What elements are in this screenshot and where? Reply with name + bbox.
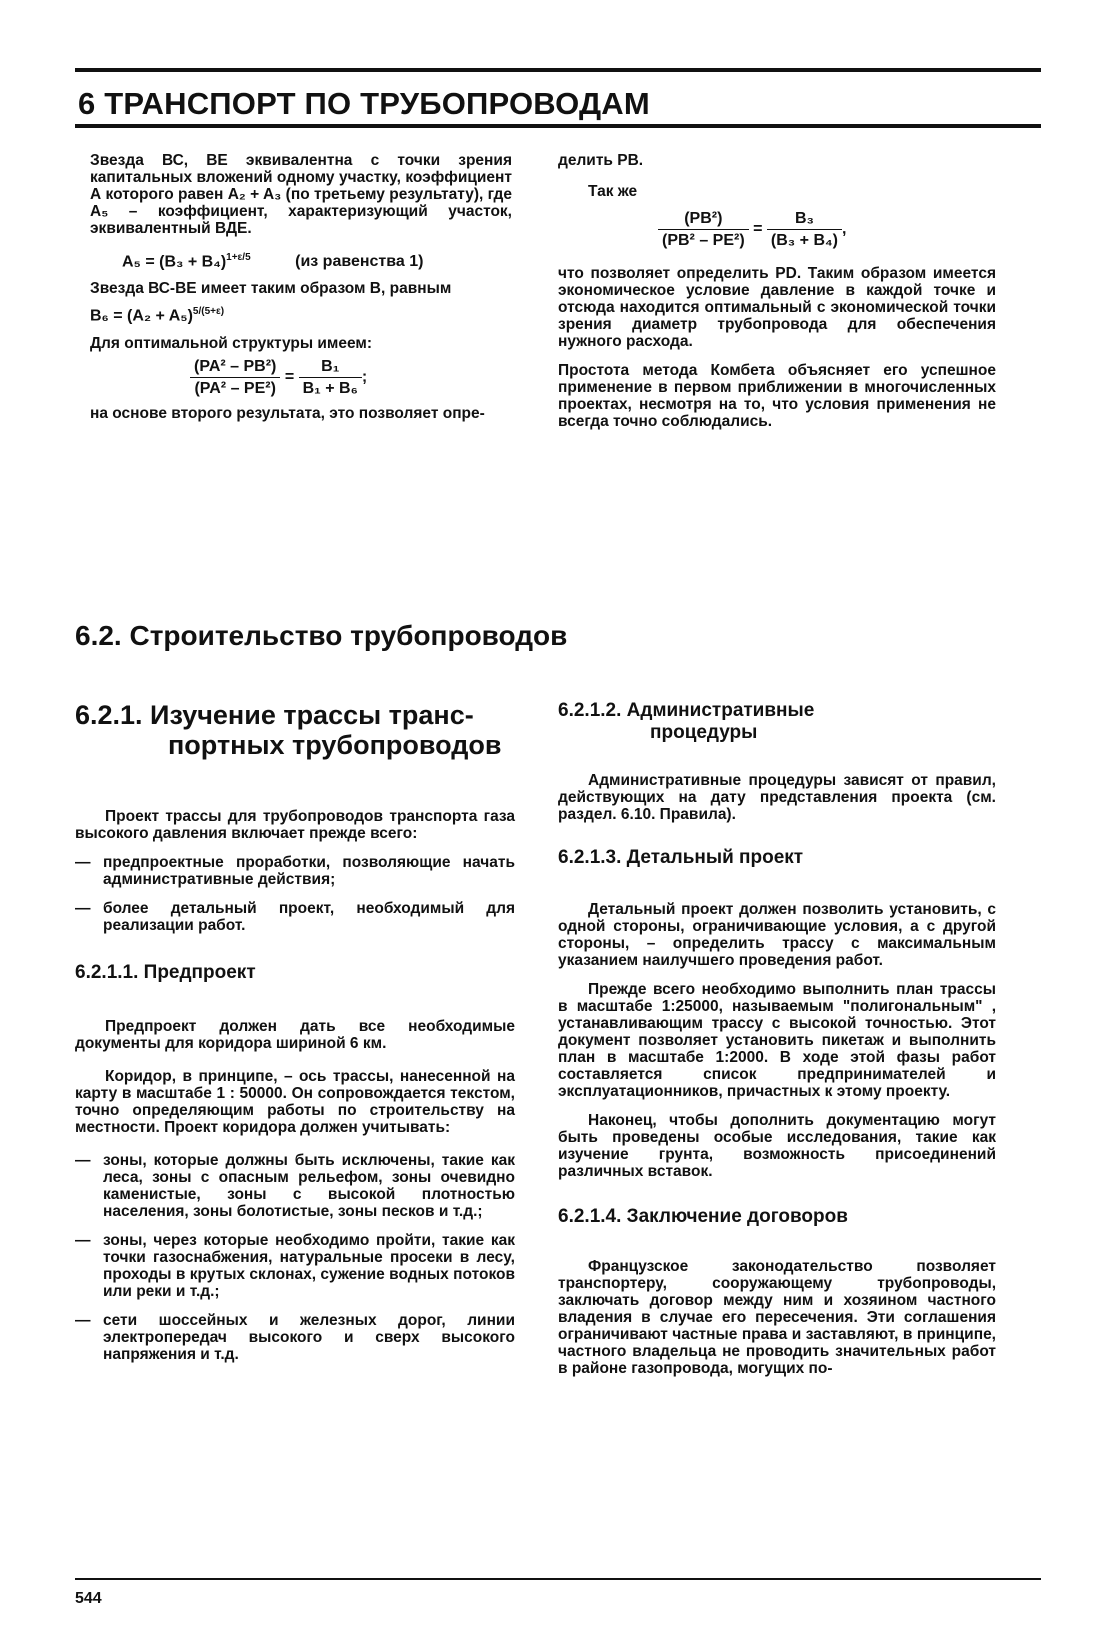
subsubsection-title: 6.2.1.3. Детальный проект: [558, 847, 804, 868]
list-item: — сети шоссейных и железных дорог, линии электропередач высокого и сверх высокого напряжения и т.д.: [75, 1312, 515, 1363]
subsubsection-body: [558, 1258, 996, 1377]
equation-b6: [90, 303, 512, 324]
subsubsection-body: [558, 772, 996, 823]
equation-note: (из равенства 1): [295, 253, 424, 271]
lower-right-column: [558, 700, 996, 1389]
list-item: — предпроектные проработки, позволяющие начать административные действия;: [75, 854, 515, 888]
equation-lhs: A₅ = (B₃ + B₄): [122, 253, 227, 271]
fraction-right: [767, 210, 842, 249]
paragraph: Звезда ВС-ВЕ имеет таким образом В, равным: [90, 280, 452, 298]
equals-sign: =: [284, 368, 295, 386]
equation-exponent: 5/(5+ε): [192, 306, 225, 318]
subsection-title-line: 6.2.1. Изучение трассы транс-: [75, 700, 474, 730]
paragraph: Простота метода Комбета объясняет его успешное применение в первом приближении в многочисленных проектах, несмотря на то, что условия применения не всегда точно соблюдались.: [558, 362, 996, 430]
paragraph: на основе второго результата, это позволяет опре-: [90, 404, 485, 422]
fraction-numerator: B₁: [299, 358, 362, 378]
subsubsection-title: 6.2.1.1. Предпроект: [75, 962, 256, 983]
paragraph: Предпроект должен дать все необходимые документы для коридора шириной 6 км.: [75, 1018, 515, 1052]
subsection-title: [75, 700, 515, 760]
equation-exponent: 1+ε/5: [226, 252, 251, 263]
fraction-denominator: B₁ + B₆: [302, 379, 358, 397]
subsubsection-title: [558, 700, 996, 744]
equation-a5: [122, 249, 512, 270]
paragraph: Для оптимальной структуры имеем:: [90, 334, 373, 352]
paragraph: что позволяет определить PD. Таким образом имеется экономическое условие давление в каждой точке и отсюда находится оптимальный с экономической точки зрения диаметр трубопровода для обеспечения нужного расхода.: [558, 265, 996, 350]
list-item: — зоны, которые должны быть исключены, такие как леса, зоны с опасным рельефом, зоны очевидно каменистые, зоны с высокой плотностью населения, зоны болотистые, зоны песков и т.д.;: [75, 1152, 515, 1220]
header-bottom-rule: [75, 124, 1041, 128]
paragraph: Прежде всего необходимо выполнить план трассы в масштабе 1:25000, называемым "полигональным" , устанавливающим трассу с высокой точностью. Этот документ позволяет установить пикетаж и выполнить план в масштабе 1:2000. В ходе этой фазы работ составляется список предпринимателей и эксплуатационников, причастных к этому проекту.: [558, 981, 996, 1100]
subsubsection-title-line: процедуры: [650, 722, 758, 743]
fraction-denominator: (PB² – PE²): [662, 232, 745, 249]
paragraph: Коридор, в принципе, – ось трассы, нанесенной на карту в масштабе 1 : 50000. Он сопровождается текстом, точно определяющим работы по строительству на местности. Проект коридора должен учитывать:: [75, 1068, 515, 1136]
header-top-rule: [75, 68, 1041, 72]
paragraph: Проект трассы для трубопроводов транспорта газа высокого давления включает прежде всего:: [75, 808, 515, 842]
top-right-column: [558, 152, 996, 442]
paragraph: Звезда ВС, ВЕ эквивалентна с точки зрения капитальных вложений одному участку, коэффициент А которого равен A₂ + A₃ (по третьему результату), где A₅ – коэффициент, характеризующий участок, эквивалентный ВДЕ.: [90, 152, 512, 237]
lower-left-column: [75, 700, 515, 1375]
section-title: 6.2. Строительство трубопроводов: [75, 620, 568, 651]
fraction-denominator: (PA² – PE²): [194, 379, 276, 397]
paragraph: делить РВ.: [558, 152, 644, 169]
fraction-left: [658, 210, 749, 249]
paragraph: Административные процедуры зависят от правил, действующих на дату представления проекта (см. раздел. 6.10. Правила).: [558, 772, 996, 823]
paragraph: Наконец, чтобы дополнить документацию могут быть проведены особые исследования, такие как изучение грунта, возможность присоединений различных вставок.: [558, 1112, 996, 1180]
equals-sign: =: [753, 220, 763, 238]
top-left-column: [90, 152, 512, 434]
fraction-numerator: B₃: [767, 210, 842, 230]
subsubsection-body: [75, 1018, 515, 1363]
fraction-right: [299, 358, 362, 397]
equation-lhs: B₆ = (A₂ + A₅): [90, 307, 193, 325]
equation-pd: $\frac{\text{(PB²)}}{\text{(PB² – PE²)}}$ = $\frac{\text{B₃}}{\text{(B₃ + B₄)}}$ ,: [658, 210, 996, 249]
subsubsection-title: 6.2.1.4. Заключение договоров: [558, 1206, 848, 1227]
subsection-title-line: портных трубопроводов: [168, 730, 502, 760]
fraction-denominator: (B₃ + B₄): [770, 232, 838, 249]
paragraph: Так же: [588, 183, 638, 200]
paragraph: Французское законодательство позволяет транспортеру, сооружающему трубопроводы, заключать договор между ним и хозяином частного владения в случае его пересечения. Эти соглашения ограничивают частные права и заставляют, в принципе, частного владельца не проводить значительных работ в районе газопровода, могущих по-: [558, 1258, 996, 1377]
equation-optimal: $\frac{\text{(PA² – PB²)}}{\text{(PA² – PE²)}}$ = $\frac{\text{B₁}}{\text{B₁ + B₆}}$ ;: [190, 358, 512, 397]
chapter-title: 6 ТРАНСПОРТ ПО ТРУБОПРОВОДАМ: [78, 86, 650, 121]
paragraph: Детальный проект должен позволить установить, с одной стороны, ограничивающие условия, а с другой стороны, – определить трассу с максимальным указанием наилучшего проведения работ.: [558, 901, 996, 969]
subsubsection-title-line: 6.2.1.2. Административные: [558, 700, 815, 721]
list-item: — более детальный проект, необходимый для реализации работ.: [75, 900, 515, 934]
list-item: — зоны, через которые необходимо пройти, такие как точки газоснабжения, натуральные просеки в лесу, проходы в крутых склонах, сужение водных потоков или реки и т.д.;: [75, 1232, 515, 1300]
footer-rule: [75, 1578, 1041, 1580]
subsubsection-body: [558, 901, 996, 1180]
subsection-body: [75, 808, 515, 934]
page-number: 544: [75, 1590, 102, 1607]
fraction-numerator: (PB²): [658, 210, 749, 230]
fraction-left: [190, 358, 280, 397]
fraction-numerator: (PA² – PB²): [190, 358, 280, 378]
